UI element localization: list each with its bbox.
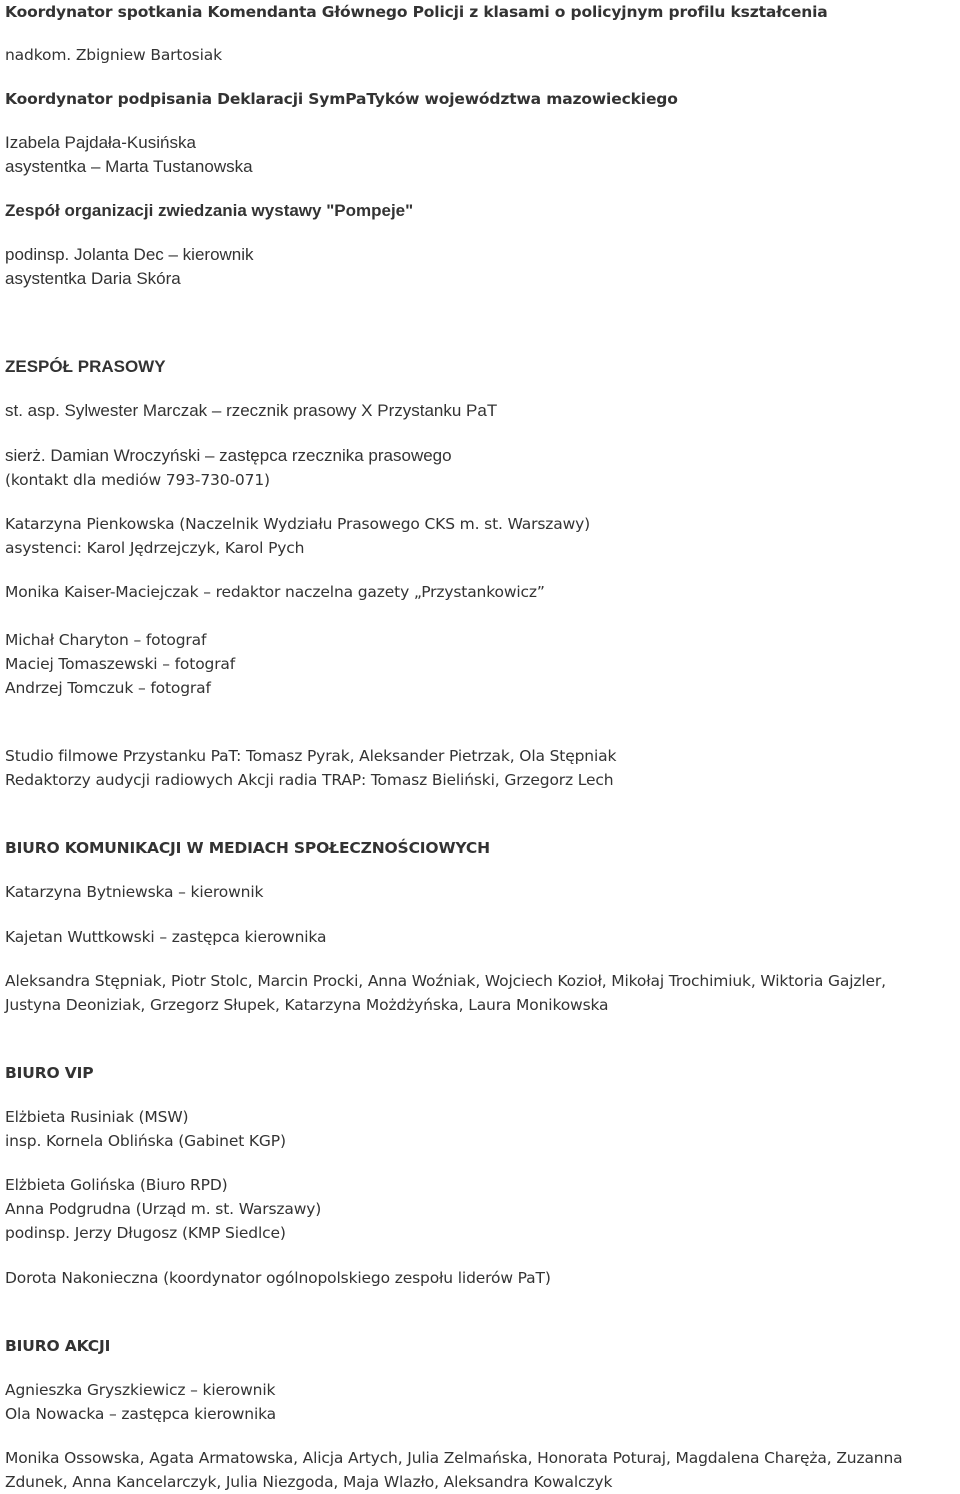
press-photographer: Andrzej Tomczuk – fotograf (5, 679, 211, 697)
press-media-contact: (kontakt dla mediów 793-730-071) (5, 471, 270, 489)
social-media-head: Katarzyna Bytniewska – kierownik (5, 883, 264, 901)
vip-person: podinsp. Jerzy Długosz (KMP Siedlce) (5, 1224, 286, 1242)
vip-person: Anna Podgrudna (Urząd m. st. Warszawy) (5, 1200, 322, 1218)
press-photographer: Michał Charyton – fotograf (5, 631, 207, 649)
social-media-heading: BIURO KOMUNIKACJI W MEDIACH SPOŁECZNOŚCIOWYCH (5, 839, 490, 857)
press-head: Katarzyna Pienkowska (Naczelnik Wydziału Prasowego CKS m. st. Warszawy) (5, 515, 591, 533)
declaration-coordinator-heading: Koordynator podpisania Deklaracji SymPaTyków województwa mazowieckiego (5, 90, 678, 108)
press-editor: Monika Kaiser-Maciejczak – redaktor naczelna gazety „Przystankowicz” (5, 583, 545, 601)
press-photographer: Maciej Tomaszewski – fotograf (5, 655, 236, 673)
press-film-studio: Studio filmowe Przystanku PaT: Tomasz Pyrak, Aleksander Pietrzak, Ola Stępniak (5, 747, 617, 765)
social-media-members: Aleksandra Stępniak, Piotr Stolc, Marcin Procki, Anna Woźniak, Wojciech Kozioł, Mikołaj Trochimiuk, Wiktoria Gajzler, (5, 972, 886, 990)
meeting-coordinator-heading: Koordynator spotkania Komendanta Głównego Policji z klasami o policyjnym profilu kształcenia (5, 3, 828, 21)
press-heading: ZESPÓŁ PRASOWY (5, 357, 166, 376)
declaration-coordinator-assistant: asystentka – Marta Tustanowska (5, 157, 253, 176)
pompeje-head: podinsp. Jolanta Dec – kierownik (5, 245, 254, 264)
vip-heading: BIURO VIP (5, 1064, 94, 1082)
actions-head: Agnieszka Gryszkiewicz – kierownik (5, 1381, 276, 1399)
press-radio: Redaktorzy audycji radiowych Akcji radia TRAP: Tomasz Bieliński, Grzegorz Lech (5, 771, 614, 789)
actions-members: Zdunek, Anna Kancelarczyk, Julia Niezgoda, Maja Wlazło, Aleksandra Kowalczyk (5, 1473, 613, 1491)
social-media-deputy: Kajetan Wuttkowski – zastępca kierownika (5, 928, 327, 946)
pompeje-assistant: asystentka Daria Skóra (5, 269, 181, 288)
declaration-coordinator-person: Izabela Pajdała-Kusińska (5, 133, 196, 152)
press-spokesman: st. asp. Sylwester Marczak – rzecznik prasowy X Przystanku PaT (5, 401, 498, 420)
vip-person: Elżbieta Rusiniak (MSW) (5, 1108, 189, 1126)
social-media-members: Justyna Deoniziak, Grzegorz Słupek, Katarzyna Możdżyńska, Laura Monikowska (5, 996, 609, 1014)
actions-members: Monika Ossowska, Agata Armatowska, Alicja Artych, Julia Zelmańska, Honorata Poturaj, Magdalena Charęża, Zuzanna (5, 1449, 903, 1467)
press-deputy: sierż. Damian Wroczyński – zastępca rzecznika prasowego (5, 446, 452, 465)
actions-heading: BIURO AKCJI (5, 1337, 111, 1355)
vip-person: insp. Kornela Oblińska (Gabinet KGP) (5, 1132, 286, 1150)
vip-person: Elżbieta Golińska (Biuro RPD) (5, 1176, 228, 1194)
press-assistants: asystenci: Karol Jędrzejczyk, Karol Pych (5, 539, 305, 557)
vip-person: Dorota Nakonieczna (koordynator ogólnopolskiego zespołu liderów PaT) (5, 1269, 551, 1287)
meeting-coordinator-person: nadkom. Zbigniew Bartosiak (5, 46, 222, 64)
actions-deputy: Ola Nowacka – zastępca kierownika (5, 1405, 277, 1423)
pompeje-heading: Zespół organizacji zwiedzania wystawy "Pompeje" (5, 201, 414, 220)
